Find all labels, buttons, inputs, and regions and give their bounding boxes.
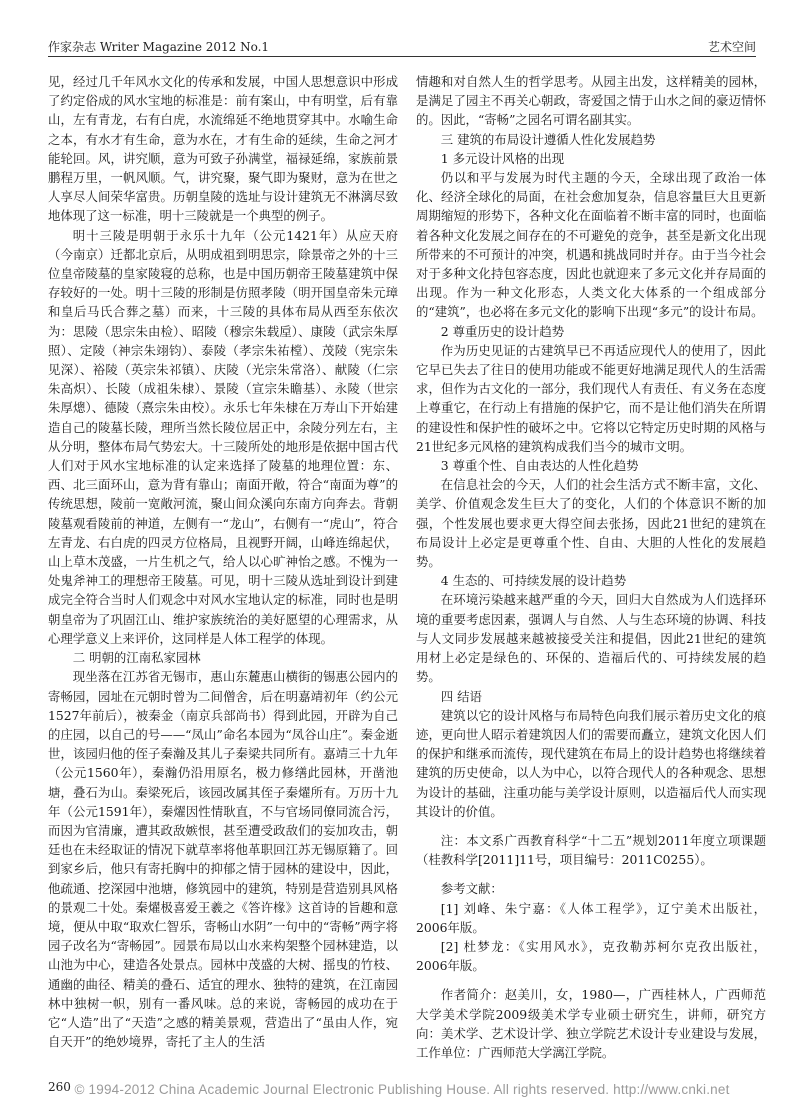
subsection-heading: 4 生态的、可持续发展的设计趋势 <box>440 573 627 589</box>
section-name: 艺术空间 <box>707 40 756 54</box>
section-heading: 二 明朝的江南私家园林 <box>72 650 201 666</box>
copyright-footer: © 1994-2012 China Academic Journal Electronic Publishing House. All rights reserved. http://www.cnki.net <box>74 1082 730 1097</box>
section-heading: 三 建筑的布局设计遵循人性化发展趋势 <box>440 131 656 147</box>
left-column <box>48 72 398 1051</box>
reference-item: [1] 刘峰、朱宁嘉：《人体工程学》，辽宁美术出版社，2006年版。 <box>416 900 766 935</box>
body-paragraph: 见，经过几千年风水文化的传承和发展，中国人思想意识中形成了约定俗成的风水宝地的标准是：前有案山，中有明堂，后有靠山，左有青龙，右有白虎，水流绵延不绝地贯穿其中。水喻生命之本，有水才有生命，意为水在，才有生命的延续，生命之河才能轮回。风，讲究顺，意为可致子孙满堂，福禄延绵，家族前景鹏程万里，一帆风顺。气，讲究聚，聚气即为聚财，意为在世之人享尽人间荣华富贵。历朝皇陵的选址与设计建筑无不淋漓尽致地体现了这一标准，明十三陵就是一个典型的例子。 <box>48 74 398 224</box>
body-paragraph: 在环境污染越来越严重的今天，回归大自然成为人们选择环境的重要考虑因素，强调人与自然、人与生态环境的协调、科技与人文同步发展越来越被接受关注和提倡，因此21世纪的建筑用材上必定是绿色的、环保的、造福后代的、可持续发展的趋势。 <box>416 592 766 685</box>
reference-item: [2] 杜梦龙：《实用风水》，克孜勒苏柯尔克孜出版社，2006年版。 <box>416 938 766 974</box>
journal-title: 作家杂志 Writer Magazine 2012 No.1 <box>48 40 270 54</box>
body-paragraph: 建筑以它的设计风格与布局特色向我们展示着历史文化的痕迹，更向世人昭示着建筑因人们的需要而矗立，建筑文化因人们的保护和继承而流传，现代建筑在布局上的设计趋势也将继续着建筑的历史使命，以人为中心，以符合现代人的各种观念、思想为设计的基础，注重功能与美学设计原则，以造福后代人而实现其设计的价值。 <box>416 707 766 819</box>
body-paragraph: 作为历史见证的古建筑早已不再适应现代人的使用了，因此它早已失去了往日的使用功能或不能更好地满足现代人的生活需求，但作为古文化的一部分，我们现代人有责任、有义务在态度上尊重它，在行动上有措施的保护它，而不是让他们消失在所谓的建设性和保护性的破坏之中。它将以它特定历史时期的风格与21世纪多元风格的建筑构成我们当今的城市文明。 <box>416 342 766 454</box>
subsection-heading: 2 尊重历史的设计趋势 <box>440 323 565 339</box>
body-paragraph: 仍以和平与发展为时代主题的今天，全球出现了政治一体化、经济全球化的局面，在社会愈加复杂，信息容量巨大且更新周期缩短的形势下，各种文化在面临着不断丰富的同时，也面临着各种文化发展之间存在的不可避免的竞争，甚至是新文化出现所带来的不可预计的冲突，机遇和挑战同时并存。由于当今社会对于多种文化持包容态度，因此也就迎来了多元文化并存局面的出现。作为一种文化形态，人类文化大体系的一个组成部分的“建筑”，也必将在多元文化的影响下出现“多元”的设计布局。 <box>416 170 766 320</box>
body-paragraph: 现坐落在江苏省无锡市，惠山东麓惠山横街的锡惠公园内的寄畅园，园址在元朝时曾为二间僧舍，后在明嘉靖初年（约公元1527年前后），被秦金（南京兵部尚书）得到此园，开辟为自己的庄园，以自己的号——“凤山”命名本园为“凤谷山庄”。秦金逝世，该园归他的侄子秦瀚及其儿子秦梁共同所有。嘉靖三十九年（公元1560年），秦瀚仍沿用原名，极力修缮此园林，开凿池塘，叠石为山。秦梁死后，该园改属其侄子秦燿所有。万历十九年（公元1591年），秦燿因性情耿直，不与官场同僚同流合污，而因为官清廉，遭其政敌嫉恨，甚至遭受政敌们的妄加攻击，朝廷也在未经取证的情况下就草率将他革职回江苏无锡原籍了。回到家乡后，他只有寄托胸中的抑郁之情于园林的建设中，因此，他疏通、挖深园中池塘，修筑园中的建筑，特别是营造别具风格的景观二十处。秦燿极喜爱王羲之《答许椽》这首诗的旨趣和意境，便从中取“取欢仁智乐，寄畅山水阴”一句中的“寄畅”两字将园子改名为“寄畅园”。园景布局以山水来构架整个园林建造，以山池为中心，建造各处景点。园林中茂盛的大树、摇曳的竹枝、通幽的曲径、精美的叠石、适宜的理水、独特的建筑，在江南园林中独树一帜，别有一番风味。总的来说，寄畅园的成功在于它“人造”出了“天造”之感的精美景观，营造出了“虽由人作，宛自天开”的绝妙境界，寄托了主人的生活 <box>48 669 398 1050</box>
body-paragraph: 在信息社会的今天，人们的社会生活方式不断丰富，文化、美学、价值观念发生巨大了的变化，人们的个体意识不断的加强，个性发展也要求更大得空间去张扬，因此21世纪的建筑在布局设计上必定是更尊重个性、自由、大胆的人性化的发展趋势。 <box>416 477 766 570</box>
section-heading: 四 结语 <box>440 688 482 704</box>
body-paragraph: 明十三陵是明朝于永乐十九年（公元1421年）从应天府（今南京）迁都北京后，从明成祖到明思宗，除景帝之外的十三位皇帝陵墓的皇家陵寝的总称，也是中国历朝帝王陵墓建筑中保存较好的一处。明十三陵的形制是仿照孝陵（明开国皇帝朱元璋和皇后马氏合葬之墓）而来，十三陵的具体布局从西至东依次为：思陵（思宗朱由检）、昭陵（穆宗朱载垕）、康陵（武宗朱厚照）、定陵（神宗朱翊钧）、泰陵（孝宗朱祐樘）、茂陵（宪宗朱见深）、裕陵（英宗朱祁镇）、庆陵（光宗朱常洛）、献陵（仁宗朱高炽）、长陵（成祖朱棣）、景陵（宣宗朱瞻基）、永陵（世宗朱厚熜）、德陵（熹宗朱由校）。永乐七年朱棣在万寿山下开始建造自己的陵墓长陵，理所当然长陵位居正中，余陵分列左右，主从分明，整体布局气势宏大。十三陵所处的地形是依据中国古代人们对于风水宝地标准的认定来选择了陵墓的地理位置：东、西、北三面环山，意为背有靠山；南面开敞，符合“南面为尊”的传统思想，陵前一宽敞河流，聚山间众溪向东南方向奔去。背朝陵墓观看陵前的神道，左侧有一“龙山”，右侧有一“虎山”，符合左青龙、右白虎的四灵方位格局，且视野开阔，山峰连绵起伏，山上草木茂盛，一片生机之气，给人以心旷神怡之感。不愧为一处鬼斧神工的理想帝王陵墓。可见，明十三陵从选址到设计到建成完全符合当时人们观念中对风水宝地认定的标准，同时也是明朝皇帝为了巩固江山、维护家族统治的美好愿望的心理需求，从心理学意义上来评价，这同样是人体工程学的体现。 <box>48 227 398 646</box>
body-paragraph: 参考文献： <box>440 881 503 897</box>
body-paragraph: 注：本文系广西教育科学“十二五”规划2011年度立项课题（桂教科学[2011]11号，项目编号：2011C0255）。 <box>416 832 766 868</box>
spacer <box>416 975 766 985</box>
running-header <box>48 38 756 57</box>
spacer <box>416 869 766 879</box>
body-paragraph: 作者简介：赵美川，女，1980—，广西桂林人，广西师范大学美术学院2009级美术学专业硕士研究生，讲师，研究方向：美术学、艺术设计学、独立学院艺术设计专业建设与发展，工作单位：广西师范大学漓江学院。 <box>416 987 766 1060</box>
subsection-heading: 1 多元设计风格的出现 <box>440 150 565 166</box>
subsection-heading: 3 尊重个性、自由表达的人性化趋势 <box>440 458 639 474</box>
right-column <box>416 72 766 1062</box>
body-paragraph: 情趣和对自然人生的哲学思考。从园主出发，这样精美的园林，是满足了园主不再关心朝政，寄爱国之情于山水之间的豪迈情怀的。因此，“寄畅”之园名可谓名副其实。 <box>416 74 766 128</box>
spacer <box>416 821 766 831</box>
page-number: 260 <box>48 1080 71 1094</box>
